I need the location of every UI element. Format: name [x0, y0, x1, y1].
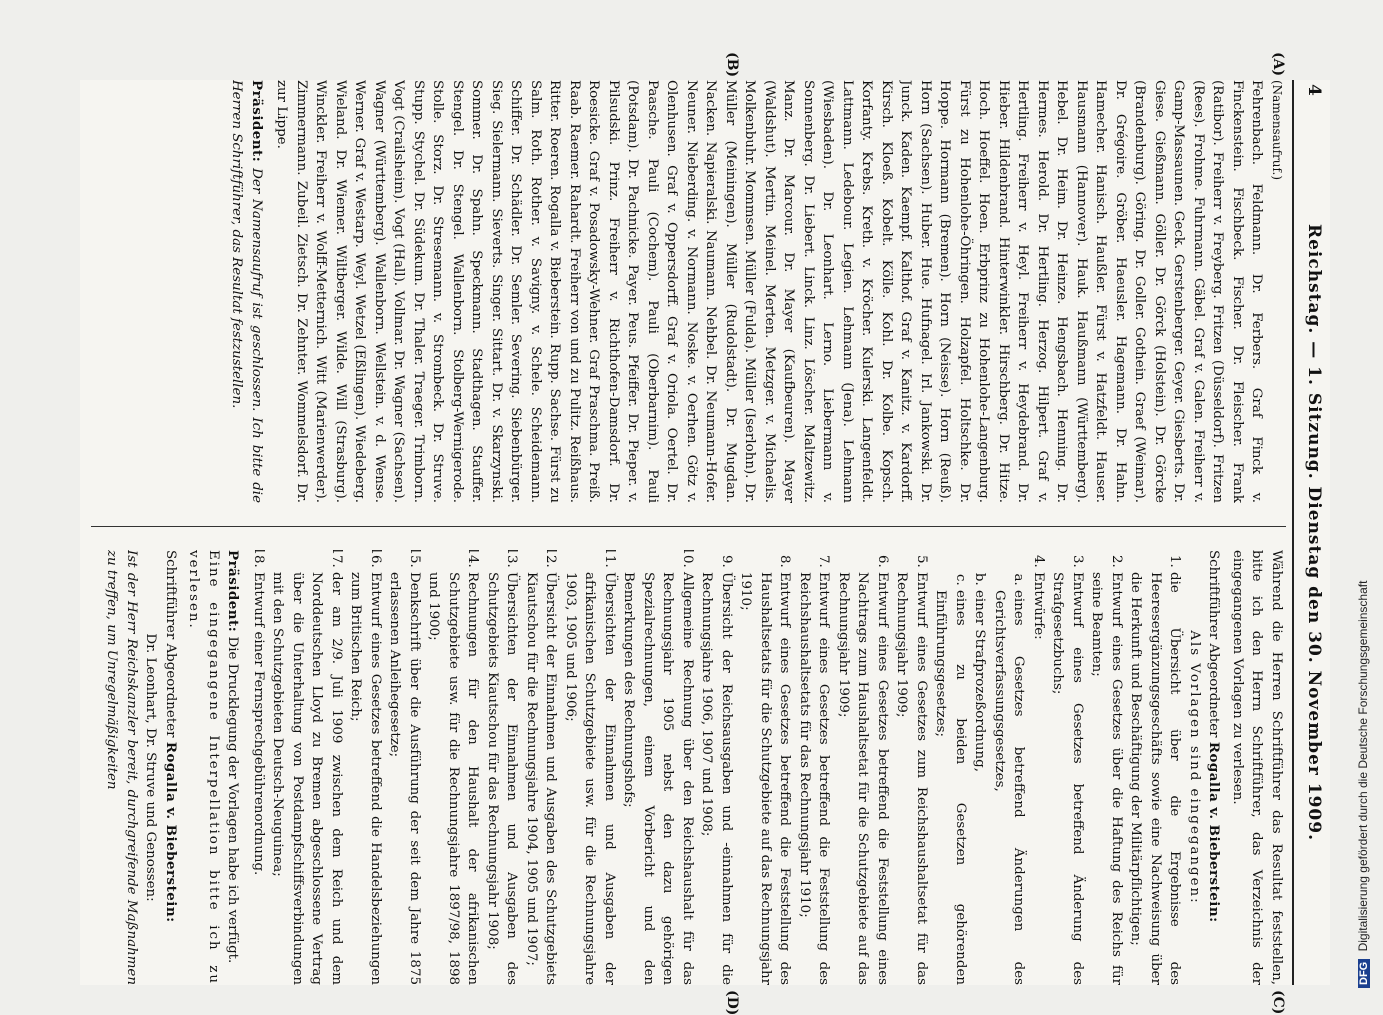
- list-item: 17. der am 2/9. Juli 1909 zwischen dem Reich und dem Norddeutschen Lloyd zu Bremen abgeschlossene Vertrag über die Unterhaltung von Postdampfschiffsverbindungen mit den Schutzgebieten Deutsch-Neuguinea;: [268, 572, 346, 985]
- page-number: 4: [1304, 84, 1324, 96]
- list-item: [931, 572, 1048, 985]
- list-item: 6. Entwurf eines Gesetzes betreffend die Feststellung eines Nachtrags zum Haushaltsetat für die Schutzgebiete auf das Rechnungsjahr 1909;: [834, 572, 893, 985]
- roll-call-names: Fehrenbach. Feldmann. Dr. Ferbers. Graf Finck v. Finckenstein. Fischbeck. Fischer. Dr. Fleischer. Frank (Ratibor). Freiherr v. Freyberg. Fritzen (Düsseldorf). Fritzen (Rees). Frohme. Fuhrmann. Gäbel. Graf v. Galen. Freiherr v. Gamp-Massaunen. Geck. Gerstenberger. Geyer. Giesberts. Dr. Giese. Gießmann. Göller. Dr. Görck (Holstein). Dr. Görcke (Brandenburg). Göring. Dr. Goller. Gothein. Graef (Weimar). Dr. Grégoire. Gröber. Haeusler. Hagemann. Dr. Hahn. Hamecher. Hanisch. Haußler. Fürst v. Hatzfeldt. Hauser. Hausmann (Hannover). Hauk. Haußmann (Württemberg). Hebel. Dr. Heim. Dr. Heinze. Hengsbach. Henning. Dr. Hermes. Herold. Dr. Hertling. Herzog. Hilpert. Graf v. Hertling. Freiherr v. Heyl. Freiherr v. Heydebrand. Dr. Hieber. Hildenbrand. Hinterwinkler. Hirschberg. Dr. Hitze. Hoch. Hoeffel. Hoen. Erbprinz zu Hohenlohe-Langenburg. Fürst zu Hohenlohe-Öhringen. Holzapfel. Holtschke. Dr. Hoppe. Hormann (Bremen). Horn (Neisse). Horn (Reuß). Horn (Sachsen). Huber. Hue. Hufnagel. Irl. Jankowski. Dr. Junck. Kaden. Kaempf. Kalthof. Graf v. Kanitz. v. Kardorff. Kirsch. Kloeß. Kobelt. Kölle. Kohl. Dr. Kolbe. Kopsch. Korfanty. Krebs. Kreth. v. Kröcher. Kulerski. Langenfeldt. Lattmann. Ledebour. Legien. Lehmann (Jena). Lehmann (Wiesbaden). Dr. Leonhart. Lerno. Liebermann v. Sonnenberg. Dr. Liebert. Linck. Linz. Löscher. Maltzewitz. Manz. Dr. Marcour. Dr. Mayer (Kaufbeuren). Mayer (Waldshut). Mertin. Meinel. Merten. Metzger. v. Michaelis. Molkenbuhr. Mommsen. Müller (Fulda). Müller (Iserlohn). Dr. Müller (Meiningen). Müller (Rudolstadt). Dr. Mugdan. Nacken. Napieralski. Naumann. Nehbel. Dr. Neumann-Hofer. Neuner. Nieberding. v. Normann. Noske. v. Oerhen. Götz v. Olenhusen. Graf v. Oppersdorff. Graf v. Oriola. Oertel. Dr. Paasche. Pauli (Cochem). Pauli (Oberbarnim). Pauli (Potsdam). Dr. Pachnicke. Payer. Peus. Pfeiffer. Dr. Pieper. v. Pilsudski. Prinz. Freiherr v. Richthofen-Damsdorf. Dr. Roesicke. Graf v. Posadowsky-Wehner. Graf Praschma. Preiß. Raab. Raemer. Rahardt. Freiherr von und zu Pulitz. Reißhaus. Ritter. Roeren. Rogalla v. Bieberstein. Rupp. Sachse. Fürst zu Salm. Roth. Rother. v. Savigny. v. Schele. Scheidemann. Schiffer. Dr. Schädler. Dr. Semler. Severing. Siebenbürger. Sieg. Sielermann. Sieverts. Singer. Sittart. Dr. v. Skarzynski. Sommer. Dr. Spahn. Speckmann. Stadthagen. Stauffer. Stengel. Dr. Stengel. Wallenborn. Stolberg-Wernigerode. Stolle. Storz. Dr. Stresemann. v. Strombeck. Dr. Struve. Stupp. Stychel. Dr. Südekum. Dr. Thaler. Traeger. Trimborn. Vogt (Crailsheim). Vogt (Hall). Vollmar. Dr. Wagner (Sachsen). Wagner (Württemberg). Wallenborn. Wellstein. v. d. Wense. Werner. Graf v. Westarp. Weyl. Wetzel (Eßlingen). Wiedeberg. Wieland. Dr. Wiemer. Wiltberger. Wilde. Will (Strasburg). Winckler. Freiherr v. Wolff-Metternich. Witt (Marienwerder). Zimmermann. Zubeil. Zietsch. Dr. Zehnter. Wommelsdorf. Dr. zur Lippe.: [274, 80, 1265, 503]
- secretary-label-2: Schriftführer Abgeordneter: [163, 550, 178, 738]
- president-text: Die Drucklegung der Vorlagen habe ich verfügt.: [225, 636, 241, 964]
- sub-list-item: a. eines Gesetzes betreffend Änderungen des Gerichtsverfassungsgesetzes,: [990, 590, 1029, 985]
- list-item: 14. Rechnungen für den Haushalt der afrikanischen Schutzgebiete usw. für die Rechnungsjahre 1897/98, 1898 und 1900;: [424, 572, 483, 985]
- list-item: 7. Entwurf eines Gesetzes betreffend die Feststellung des Reichshaushaltsetats für das Rechnungsjahr 1910;: [795, 572, 834, 985]
- list-item: 9. Übersicht der Reichsausgaben und -einnahmen für die Rechnungsjahre 1906, 1907 und 1908;: [697, 572, 736, 985]
- president-label: Präsident:: [225, 550, 242, 633]
- sub-list: [931, 572, 1029, 985]
- header-rule: [1292, 80, 1294, 985]
- list-item: 5. Entwurf eines Gesetzes zum Reichshaushaltsetat für das Rechnungsjahr 1909;: [892, 572, 931, 985]
- margin-marker-a: (A): [1270, 52, 1286, 77]
- margin-marker-d: (D): [724, 990, 740, 1015]
- president-paragraph: [223, 550, 243, 985]
- interpellation-text: Ist der Herr Reichskanzler bereit, durchgreifende Maßnahmen zu treffen, um Unregelmäßigkeiten: [104, 550, 139, 985]
- page-title: Reichstag. — 1. Sitzung. Dienstag den 30. November 1909.: [1304, 223, 1324, 841]
- document-page: [80, 52, 1330, 1015]
- sub-list-item: c. eines zu beiden Gesetzen gehörenden Einführungsgesetzes;: [931, 590, 970, 985]
- digitization-note: [1356, 581, 1370, 988]
- list-item: 18. Entwurf einer Fernsprechgebührenordnung.: [249, 572, 269, 985]
- sub-list-item: b. einer Strafprozeßordnung,: [970, 590, 990, 985]
- list-item-label: Entwürfe:: [1031, 572, 1046, 640]
- list-item: 16. Entwurf eines Gesetzes betreffend die Handelsbeziehungen zum Britischen Reich;: [346, 572, 385, 985]
- list-item: 3. Entwurf eines Gesetzes betreffend Änderung des Strafgesetzbuchs;: [1048, 572, 1087, 985]
- secretary-label: Schriftführer Abgeordneter: [1206, 550, 1222, 738]
- list-item: 15. Denkschrift über die Ausführung der seit dem Jahre 1875 erlassenen Anleihegesetze;: [385, 572, 424, 985]
- closing-text: Der Namensaufruf ist geschlossen. Ich bitte die Herren Schriftführer, das Resultat festzustellen.: [229, 80, 264, 503]
- list-item: 2. Entwurf eines Gesetzes über die Haftung des Reichs für seine Beamten;: [1087, 572, 1126, 985]
- vorlagen-heading: Als Vorlagen sind eingegangen:: [1187, 630, 1202, 905]
- dfg-logo: DFG: [1358, 959, 1370, 988]
- secretary-line: [1204, 550, 1224, 985]
- intro-paragraph: Während die Herren Schriftführer das Resultat feststellen, bitte ich den Herrn Schriftführer, das Verzeichnis der eingegangenen Vorlagen zu verlesen.: [1230, 550, 1284, 985]
- page-header: [1296, 80, 1330, 985]
- closing-paragraph: [227, 80, 266, 503]
- interpellation-paragraph: Eine eingegangene Interpellation bitte ich zu verlesen.: [186, 550, 221, 985]
- left-column: [91, 80, 1286, 503]
- section-subheading: (Namensaufruf.): [1270, 80, 1284, 181]
- margin-marker-c: (C): [1270, 990, 1286, 1015]
- speaker-label: Präsident:: [249, 80, 265, 163]
- interpellation-names: Dr. Leonhart, Dr. Struve und Genossen:: [143, 633, 159, 902]
- list-item: 12. Übersicht der Einnahmen und Ausgaben des Schutzgebiets Kiautschou für die Rechnungsjahre 1904, 1905 und 1907;: [522, 572, 561, 985]
- list-item: 1. die Übersicht über die Ergebnisse des Heeresergänzungsgeschäfts sowie eine Nachweisung über die Herkunft und Beschäftigung der Militärpflichtigen;: [1126, 572, 1185, 985]
- secretary-name: Rogalla v. Bieberstein:: [1206, 741, 1223, 923]
- right-column: [91, 550, 1286, 985]
- list-item: 13. Übersichten der Einnahmen und Ausgaben des Schutzgebiets Kiautschou für das Rechnungsjahr 1908;: [483, 572, 522, 985]
- secretary-name-2: Rogalla v. Bieberstein:: [163, 741, 179, 923]
- column-divider: [91, 526, 1286, 527]
- vorlagen-list: [249, 550, 1185, 985]
- margin-marker-b: (B): [724, 52, 740, 78]
- list-item: 11. Übersichten der Einnahmen und Ausgaben der afrikanischen Schutzgebiete usw. für die Rechnungsjahre 1903, 1905 und 1906;: [561, 572, 620, 985]
- digitization-text: Digitalisierung gefördert durch die Deutsche Forschungsgemeinschaft: [1356, 580, 1370, 952]
- list-item: 10. Allgemeine Rechnung über den Reichshaushalt für das Rechnungsjahr 1905 nebst den dazu gehörigen Spezialrechnungen, einem Vorbericht und den Bemerkungen des Rechnungshofs;: [619, 572, 697, 985]
- secretary-line-2: [161, 550, 181, 985]
- list-item: 8. Entwurf eines Gesetzes betreffend die Feststellung des Haushaltsetats für die Schutzgebiete auf das Rechnungsjahr 1910;: [736, 572, 795, 985]
